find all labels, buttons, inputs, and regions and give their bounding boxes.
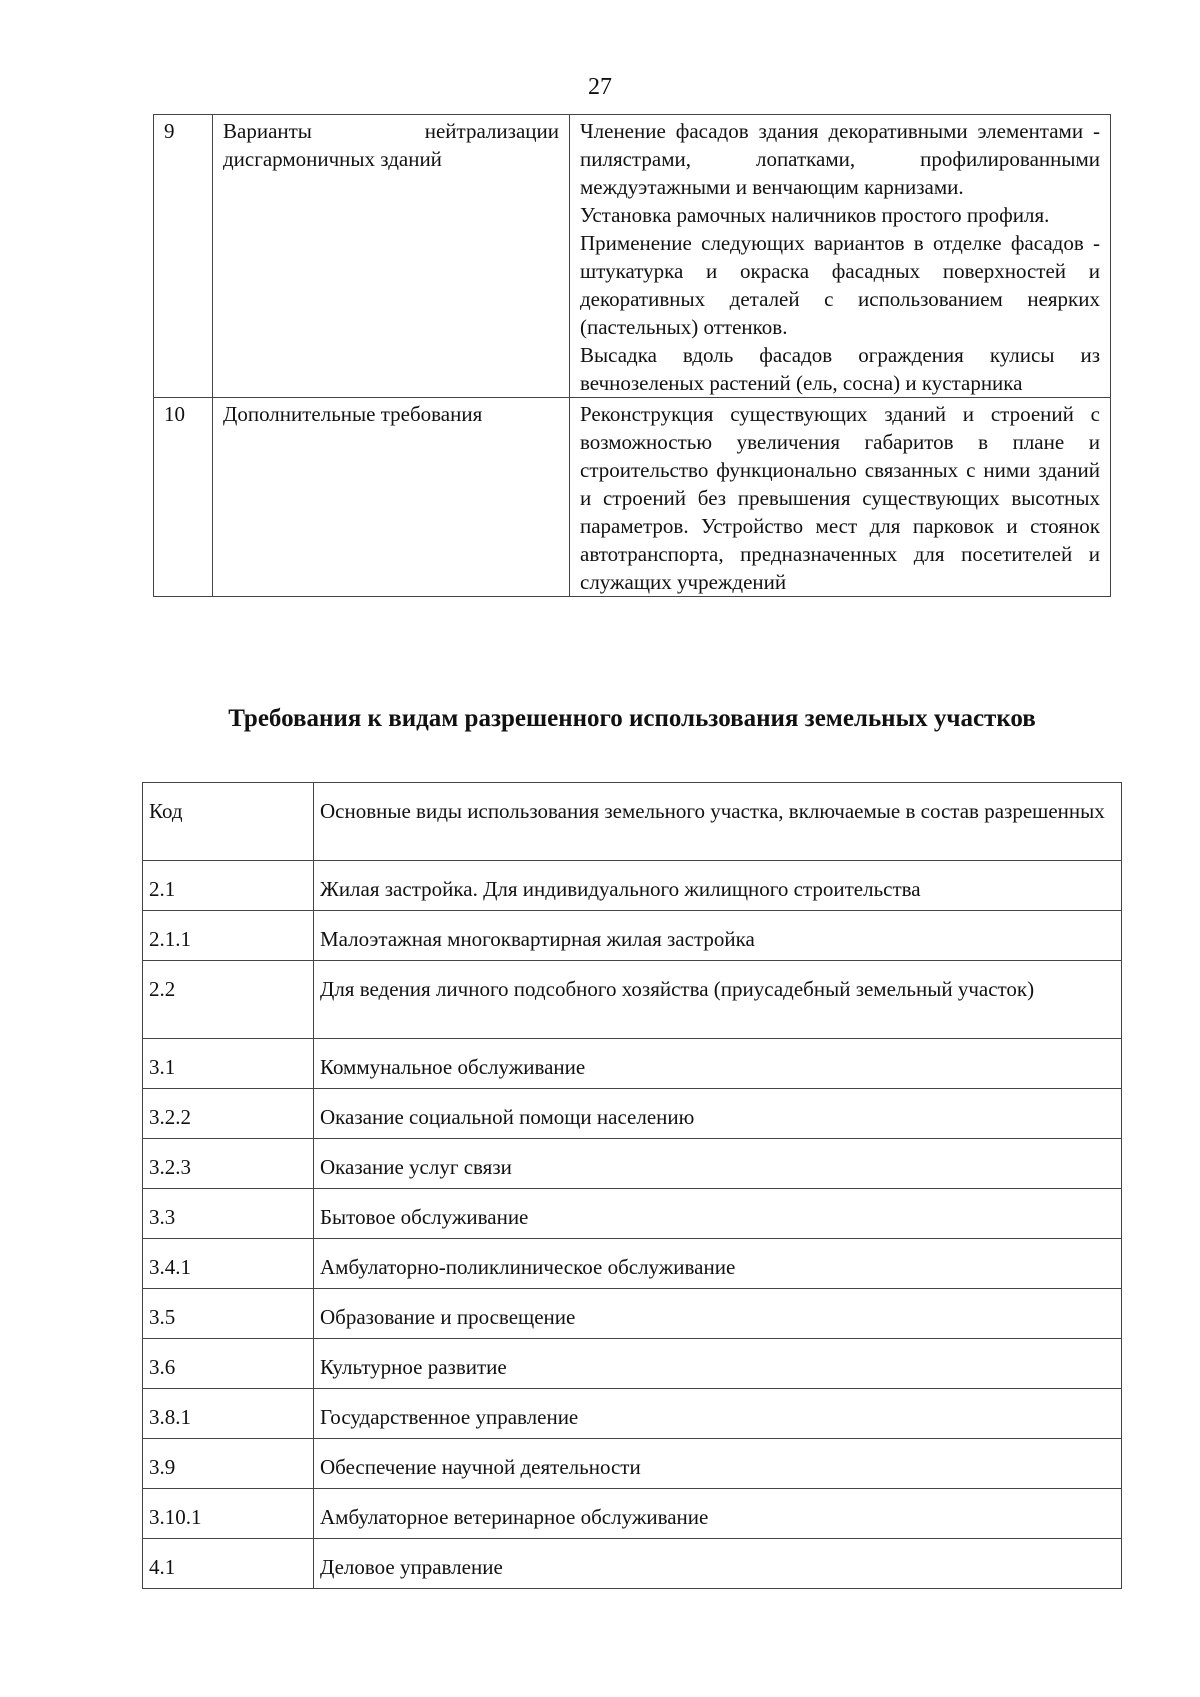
table-row bbox=[143, 1339, 1122, 1389]
row-name bbox=[213, 115, 570, 398]
table-row bbox=[143, 861, 1122, 911]
use-code: 3.3 bbox=[143, 1189, 314, 1239]
use-description: Государственное управление bbox=[314, 1389, 1122, 1439]
row-number: 10 bbox=[154, 398, 213, 597]
use-description: Культурное развитие bbox=[314, 1339, 1122, 1389]
page-number: 27 bbox=[588, 74, 612, 100]
use-description: Деловое управление bbox=[314, 1539, 1122, 1589]
use-description: Амбулаторное ветеринарное обслуживание bbox=[314, 1489, 1122, 1539]
row-number: 9 bbox=[154, 115, 213, 398]
use-description: Оказание социальной помощи населению bbox=[314, 1089, 1122, 1139]
description-paragraph: Установка рамочных наличников простого профиля. bbox=[580, 203, 1050, 227]
use-description: Жилая застройка. Для индивидуального жилищного строительства bbox=[314, 861, 1122, 911]
table-row bbox=[143, 1039, 1122, 1089]
description-paragraph: Реконструкция существующих зданий и строений с возможностью увеличения габаритов в плане и строительство функционально связанных с ними зданий и строений без превышения существующих высотных параметров. Устройство мест для парковок и стоянок автотранспорта, предназначенных для посетителей и служащих учреждений bbox=[580, 402, 1100, 594]
row-name-text: Дополнительные требования bbox=[223, 402, 483, 426]
use-code: 3.8.1 bbox=[143, 1389, 314, 1439]
table-row bbox=[143, 1389, 1122, 1439]
description-paragraph: Членение фасадов здания декоративными элементами - пилястрами, лопатками, профилированными междуэтажными и венчающим карнизами. bbox=[580, 119, 1100, 199]
use-description: Для ведения личного подсобного хозяйства (приусадебный земельный участок) bbox=[314, 961, 1122, 1039]
use-code: 3.10.1 bbox=[143, 1489, 314, 1539]
use-description: Малоэтажная многоквартирная жилая застройка bbox=[314, 911, 1122, 961]
table-row bbox=[143, 1139, 1122, 1189]
use-code: 3.5 bbox=[143, 1289, 314, 1339]
use-code: 3.9 bbox=[143, 1439, 314, 1489]
table-row bbox=[143, 1489, 1122, 1539]
use-description: Образование и просвещение bbox=[314, 1289, 1122, 1339]
use-code: 2.1 bbox=[143, 861, 314, 911]
use-code: 2.2 bbox=[143, 961, 314, 1039]
use-description: Бытовое обслуживание bbox=[314, 1189, 1122, 1239]
table-row bbox=[143, 1439, 1122, 1489]
use-description: Обеспечение научной деятельности bbox=[314, 1439, 1122, 1489]
use-code: 3.4.1 bbox=[143, 1239, 314, 1289]
use-code: 3.6 bbox=[143, 1339, 314, 1389]
description-paragraph: Применение следующих вариантов в отделке фасадов - штукатурка и окраска фасадных поверхностей и декоративных деталей с использованием неярких (пастельных) оттенков. bbox=[580, 231, 1100, 339]
row-name-text: Варианты нейтрализации дисгармоничных зданий bbox=[223, 119, 559, 171]
use-code: 3.2.3 bbox=[143, 1139, 314, 1189]
table-row bbox=[143, 1289, 1122, 1339]
requirements-table bbox=[153, 114, 1111, 597]
table-row bbox=[143, 911, 1122, 961]
table-row bbox=[154, 115, 1111, 398]
use-code: 2.1.1 bbox=[143, 911, 314, 961]
use-code: 4.1 bbox=[143, 1539, 314, 1589]
table-header-row bbox=[143, 783, 1122, 861]
row-description bbox=[570, 115, 1111, 398]
row-name bbox=[213, 398, 570, 597]
table-row bbox=[143, 961, 1122, 1039]
header-use: Основные виды использования земельного участка, включаемые в состав разрешенных bbox=[314, 783, 1122, 861]
table-row bbox=[143, 1089, 1122, 1139]
table-row bbox=[143, 1539, 1122, 1589]
table-row bbox=[154, 398, 1111, 597]
table-row bbox=[143, 1189, 1122, 1239]
row-description bbox=[570, 398, 1111, 597]
permitted-uses-table bbox=[142, 782, 1122, 1589]
description-paragraph: Высадка вдоль фасадов ограждения кулисы из вечнозеленых растений (ель, сосна) и кустарника bbox=[580, 343, 1100, 395]
use-description: Оказание услуг связи bbox=[314, 1139, 1122, 1189]
use-description: Коммунальное обслуживание bbox=[314, 1039, 1122, 1089]
use-code: 3.1 bbox=[143, 1039, 314, 1089]
header-code: Код bbox=[143, 783, 314, 861]
section-title: Требования к видам разрешенного использования земельных участков bbox=[228, 705, 1036, 732]
table-row bbox=[143, 1239, 1122, 1289]
use-description: Амбулаторно-поликлиническое обслуживание bbox=[314, 1239, 1122, 1289]
use-code: 3.2.2 bbox=[143, 1089, 314, 1139]
